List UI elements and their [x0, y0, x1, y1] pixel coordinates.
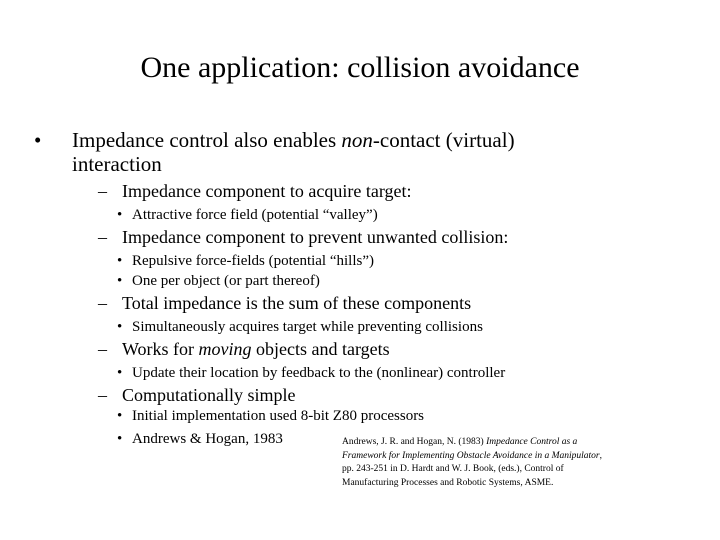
- citation-comma: ,: [599, 451, 602, 461]
- main-bullet-text: [72, 128, 515, 152]
- dash-marker: –: [98, 227, 107, 247]
- dot-marker: •: [117, 319, 123, 335]
- dash-marker: –: [98, 339, 107, 359]
- subsub-text: One per object (or part thereof): [132, 273, 320, 289]
- subbullet-text: Impedance component to acquire target:: [122, 181, 412, 201]
- citation-title-b: Framework for Implementing Obstacle Avoidance in a Manipulator: [342, 451, 600, 461]
- dot-marker: •: [117, 408, 123, 424]
- subbullet-1: [98, 180, 412, 202]
- subsub-3-1: [117, 317, 483, 337]
- main-bullet-text-b: -contact (virtual): [372, 128, 515, 152]
- dot-marker: •: [117, 431, 123, 447]
- subsub-text: Update their location by feedback to the (nonlinear) controller: [132, 365, 506, 381]
- main-bullet-marker: •: [34, 128, 42, 152]
- dash-marker: –: [98, 293, 107, 313]
- subbullet-4: [98, 338, 390, 360]
- dash-marker: –: [98, 181, 107, 201]
- main-bullet-text-italic: non: [341, 128, 373, 152]
- citation-line-3: pp. 243-251 in D. Hardt and W. J. Book, (eds.), Control of: [342, 464, 564, 474]
- subsub-2-1: [117, 251, 374, 271]
- citation-title-a: Impedance Control as a: [486, 437, 578, 447]
- main-bullet-text-a: Impedance control also enables: [72, 128, 342, 152]
- subbullet-3: [98, 292, 471, 314]
- subsub-text: Simultaneously acquires target while preventing collisions: [132, 319, 483, 335]
- dot-marker: •: [117, 273, 123, 289]
- dot-marker: •: [117, 253, 123, 269]
- subsub-2-2: [117, 271, 320, 291]
- subsub-1-1: [117, 205, 378, 225]
- subsub-5-1: [117, 406, 424, 426]
- citation-authors: Andrews, J. R. and Hogan, N. (1983): [342, 437, 487, 447]
- subbullet-2: [98, 226, 508, 248]
- subsub-5-2: [117, 429, 283, 449]
- subbullet-text: Total impedance is the sum of these components: [122, 293, 472, 313]
- subsub-4-1: [117, 363, 505, 383]
- citation-line-2: [342, 450, 602, 464]
- subbullet-text-italic: moving: [198, 339, 252, 359]
- citation-line-4: Manufacturing Processes and Robotic Systems, ASME.: [342, 478, 554, 488]
- subsub-text: Repulsive force-fields (potential “hills”): [132, 253, 374, 269]
- subsub-text: Attractive force field (potential “valley”): [132, 207, 378, 223]
- subbullet-text-b: objects and targets: [251, 339, 390, 359]
- citation-line-1: [342, 436, 577, 450]
- slide-title: One application: collision avoidance: [140, 51, 580, 84]
- subsub-text: Initial implementation used 8-bit Z80 processors: [132, 408, 425, 424]
- subsub-text: Andrews & Hogan, 1983: [132, 431, 283, 447]
- subbullet-text: Computationally simple: [122, 385, 296, 405]
- main-bullet-text-line2: interaction: [72, 152, 162, 176]
- dot-marker: •: [117, 365, 123, 381]
- dot-marker: •: [117, 207, 123, 223]
- subbullet-text: Impedance component to prevent unwanted collision:: [122, 227, 509, 247]
- subbullet-5: [98, 384, 296, 406]
- dash-marker: –: [98, 385, 107, 405]
- subbullet-text-a: Works for: [122, 339, 199, 359]
